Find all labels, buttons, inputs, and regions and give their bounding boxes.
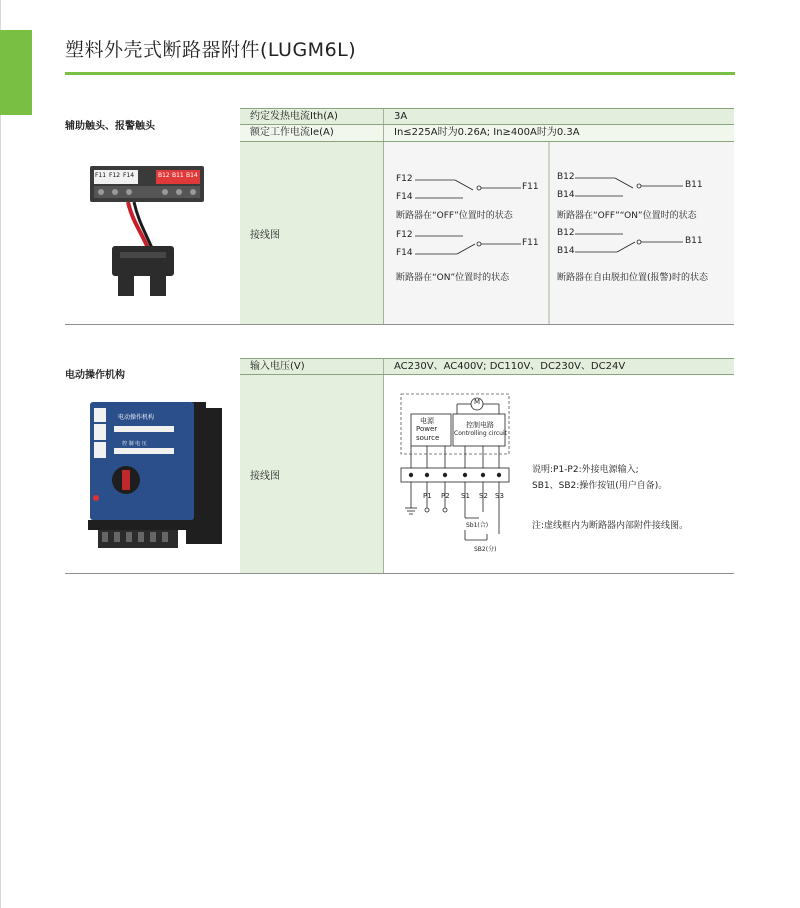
caption-b-trip: 断路器在自由脱扣位置(报警)时的状态	[557, 273, 709, 283]
terminal-f14-label: F14	[396, 192, 413, 202]
page-edge	[0, 0, 1, 908]
terminal-label: P2	[441, 492, 450, 500]
aux-spec-row	[240, 125, 734, 142]
terminal-label: P1	[423, 492, 432, 500]
motor-product-line: 控 制 电 压	[122, 441, 147, 447]
motor-product-title: 电动操作机构	[118, 414, 155, 421]
title-rule	[65, 72, 735, 75]
spec-key: 输入电压(V)	[250, 361, 305, 372]
terminal-b11-label: B11	[685, 236, 703, 246]
aux-section-label: 辅助触头、报警触头	[65, 121, 155, 132]
note-line: 说明:P1-P2:外接电源输入;	[532, 465, 639, 475]
terminal-b12-label: B12	[557, 228, 575, 238]
aux-terminal-label: F14	[123, 172, 135, 179]
motor-wiring-diagram	[395, 390, 520, 560]
aux-terminal-label: B14	[186, 172, 198, 179]
sb2-label: SB2(分)	[474, 546, 497, 553]
terminal-label: S2	[479, 492, 488, 500]
motor-operator-image	[88, 398, 226, 556]
wiring-key: 接线图	[250, 230, 280, 241]
aux-terminal-label: B11	[172, 172, 184, 179]
spec-value: AC230V、AC400V; DC110V、DC230V、DC24V	[383, 359, 734, 374]
note-line: SB1、SB2:操作按钮(用户自备)。	[532, 481, 668, 491]
caption-b-offon: 断路器在“OFF”“ON”位置时的状态	[557, 211, 697, 221]
section-tab	[0, 30, 32, 115]
aux-terminal-label: B12	[158, 172, 170, 179]
terminal-label: S3	[495, 492, 504, 500]
sb1-label: Sb1(合)	[466, 522, 489, 529]
control-circuit-en: Controlling circuit	[454, 430, 507, 437]
aux-contact-image	[88, 160, 206, 300]
terminal-f14-label: F14	[396, 248, 413, 258]
terminal-b14-label: B14	[557, 246, 575, 256]
terminal-b11-label: B11	[685, 180, 703, 190]
terminal-f12-label: F12	[396, 174, 413, 184]
section-divider	[65, 573, 734, 574]
terminal-label: S1	[461, 492, 470, 500]
page-title: 塑料外壳式断路器附件(LUGM6L)	[65, 39, 357, 61]
caption-f-off: 断路器在“OFF”位置时的状态	[396, 211, 513, 221]
spec-value: 3A	[383, 109, 734, 124]
spec-key: 约定发热电流Ith(A)	[250, 111, 338, 122]
power-source-en: source	[416, 434, 440, 442]
note-line: 注:虚线框内为断路器内部附件接线图。	[532, 521, 689, 531]
terminal-f12-label: F12	[396, 230, 413, 240]
control-circuit-cn: 控制电路	[466, 421, 494, 429]
aux-terminal-label: F12	[109, 172, 121, 179]
terminal-f11-label: F11	[522, 238, 539, 248]
terminal-f11-label: F11	[522, 182, 539, 192]
wiring-key: 接线图	[250, 471, 280, 482]
motor-spec-row	[240, 358, 734, 375]
aux-terminal-label: F11	[95, 172, 107, 179]
spec-value: In≤225A时为0.26A; In≥400A时为0.3A	[383, 125, 734, 141]
power-source-cn: 电源	[420, 417, 434, 425]
caption-f-on: 断路器在“ON”位置时的状态	[396, 273, 510, 283]
power-source-en: Power	[416, 425, 438, 433]
section-divider	[65, 324, 734, 325]
motor-section-label: 电动操作机构	[65, 370, 125, 381]
spec-key: 额定工作电流Ie(A)	[250, 127, 334, 138]
terminal-b14-label: B14	[557, 190, 575, 200]
motor-symbol-label: M	[474, 398, 481, 406]
aux-spec-row	[240, 108, 734, 125]
terminal-b12-label: B12	[557, 172, 575, 182]
